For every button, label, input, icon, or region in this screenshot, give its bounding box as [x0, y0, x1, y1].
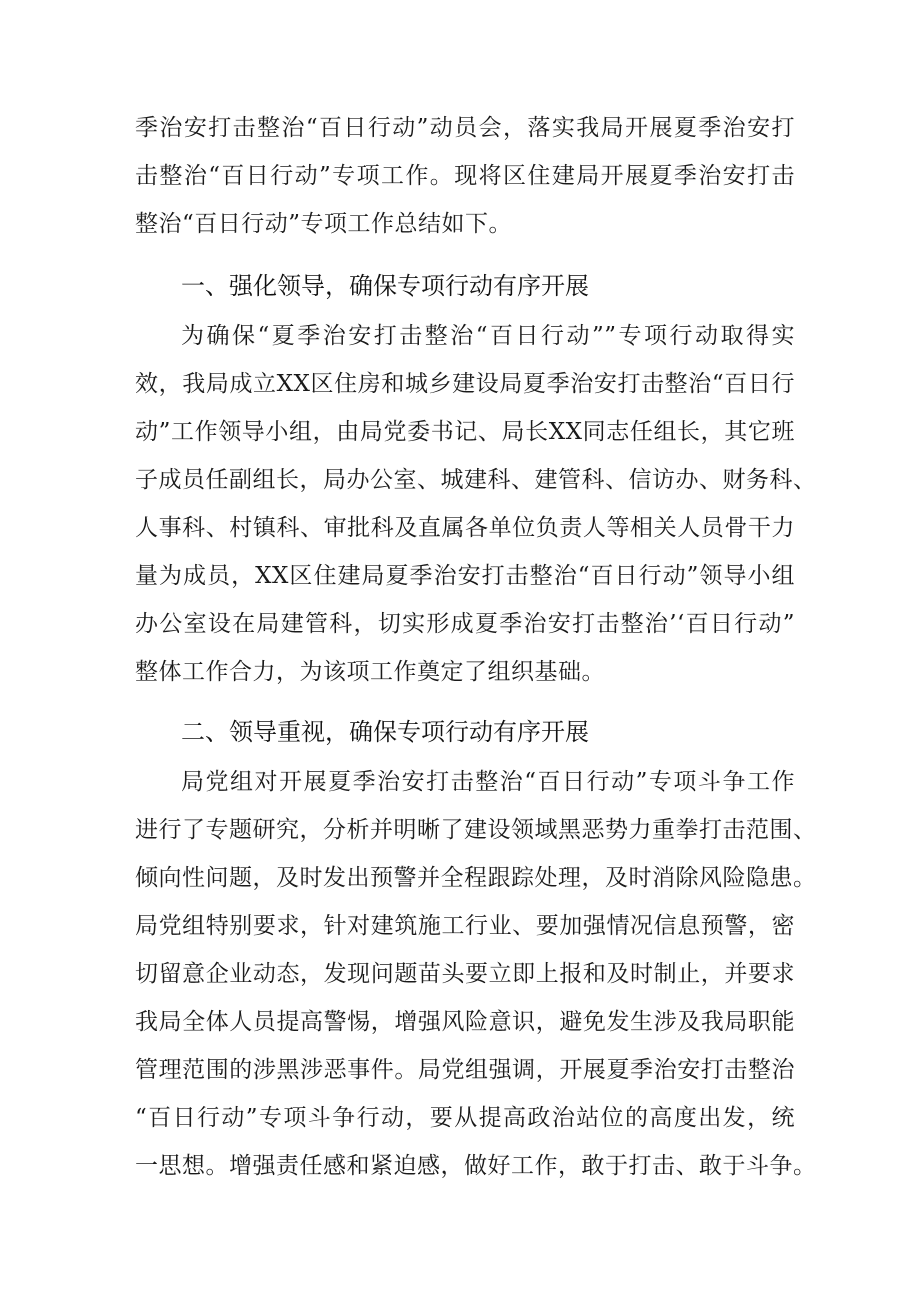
section-2-line: 管理范围的涉黑涉恶事件。局党组强调，开展夏季治安打击整治	[135, 1057, 795, 1083]
section-1-heading: 一、强化领导，确保专项行动有序开展	[181, 272, 589, 300]
intro-line: 击整治“百日行动”专项工作。现将区住建局开展夏季治安打击	[135, 163, 795, 189]
section-1-line: 人事科、村镇科、审批科及直属各单位负责人等相关人员骨干力	[135, 515, 795, 541]
section-2-line: 一思想。增强责任感和紧迫感，做好工作，敢于打击、敢于斗争。	[135, 1153, 817, 1179]
section-2-line: “百日行动”专项斗争行动，要从提高政治站位的高度出发，统	[135, 1105, 795, 1131]
section-2-line: 我局全体人员提高警惕，增强风险意识，避免发生涉及我局职能	[135, 1009, 795, 1035]
intro-line: 整治“百日行动”专项工作总结如下。	[135, 211, 513, 237]
section-2-heading: 二、领导重视，确保专项行动有序开展	[181, 718, 589, 746]
section-1-line: 动”工作领导小组，由局党委书记、局长XX同志任组长，其它班	[135, 419, 795, 445]
section-1-line: 为确保“夏季治安打击整治“百日行动””专项行动取得实	[181, 323, 795, 349]
section-2-line: 切留意企业动态，发现问题苗头要立即上报和及时制止，并要求	[135, 961, 795, 987]
section-1-line: 办公室设在局建管科，切实形成夏季治安打击整治’‘百日行动”	[135, 611, 795, 637]
section-1-line: 量为成员，XX区住建局夏季治安打击整治“百日行动”领导小组	[135, 563, 795, 589]
section-1-line: 整体工作合力，为该项工作奠定了组织基础。	[135, 659, 605, 685]
section-2-line: 局党组特别要求，针对建筑施工行业、要加强情况信息预警，密	[135, 913, 795, 939]
section-1-line: 效，我局成立XX区住房和城乡建设局夏季治安打击整治“百日行	[135, 371, 795, 397]
section-2-line: 局党组对开展夏季治安打击整治“百日行动”专项斗争工作	[181, 769, 795, 795]
section-2-line: 倾向性问题，及时发出预警并全程跟踪处理，及时消除风险隐患。	[135, 865, 817, 891]
intro-line: 季治安打击整治“百日行动”动员会，落实我局开展夏季治安打	[135, 115, 795, 141]
section-1-line: 子成员任副组长，局办公室、城建科、建管科、信访办、财务科、	[135, 467, 817, 493]
section-2-line: 进行了专题研究，分析并明晰了建设领域黑恶势力重拳打击范围、	[135, 817, 817, 843]
